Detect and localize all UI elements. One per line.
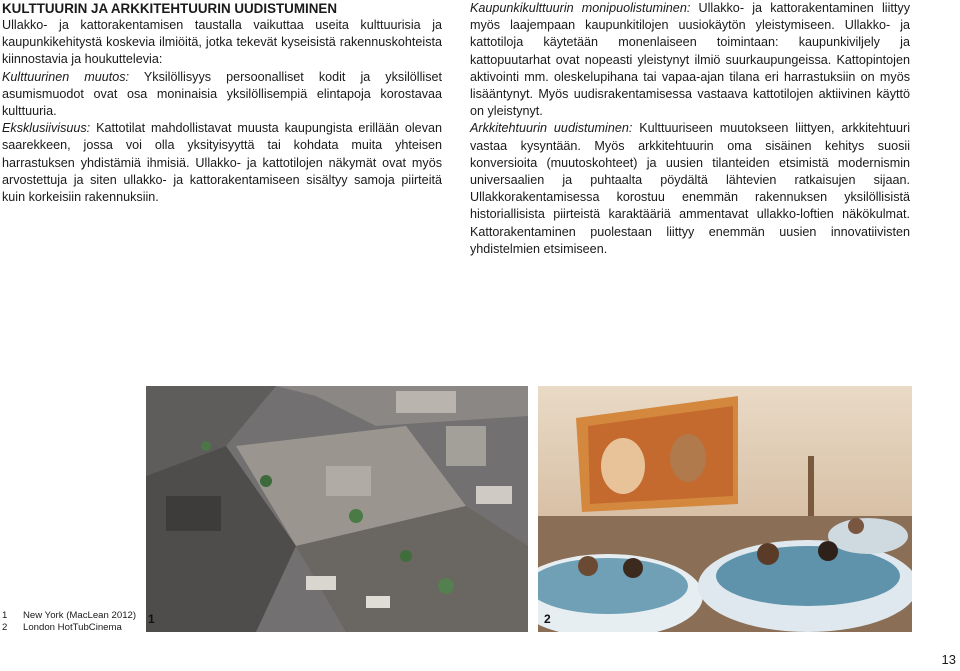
photo-captions: [2, 610, 136, 634]
photo-number: 2: [544, 612, 551, 626]
term-label: Kulttuurinen muutos:: [2, 69, 130, 84]
right-column: [470, 0, 910, 258]
caption-row: [2, 622, 136, 634]
hot-tub-cinema-photo-icon: [538, 386, 912, 632]
paragraph-kulttuurinen-muutos: [2, 69, 442, 121]
paragraph-text: Yksilöllisyys persoonalliset kodit ja yksilölliset asumismuodot ovat osa moninaisia yksilöllisempiä elintapoja korostavaa kulttuuria.: [2, 69, 442, 119]
term-label: Arkkitehtuurin uudistuminen:: [470, 121, 633, 136]
section-heading: KULTTUURIN JA ARKKITEHTUURIN UUDISTUMINEN: [2, 1, 337, 16]
intro-paragraph: Ullakko- ja kattorakentamisen taustalla vaikuttaa useita kulttuurisia ja kaupunkikehitystä koskevia ilmiöitä, jotka tekevät kyseisistä rakennuskohteista kiinnostavia ja houkuttelevia:: [2, 18, 442, 67]
caption-number: 2: [2, 622, 8, 633]
paragraph-text: Kulttuuriseen muutokseen liittyen, arkkitehtuuri vastaa kysyntään. Myös arkkitehtuurin oma sisäinen kehitys suosii konversioita (muutoskohteet) ja uusien tilanteiden etsimistä modernismin universaalien ja puhtaalta pöydältä lähtevien ratkaisujen sijaan. Ullakkorakentamisessa korostuu enemmän rakennuksen yksilöllisistä historiallisista piirteistä karaktääriä ammentavat ullakko-loftien näkökulmat. Kattorakentaminen puolestaan liittyy enemmän uusien innovatiivisten yhdistelmien etsimiseen.: [470, 121, 910, 256]
hot-tub-cinema-photo: [538, 386, 912, 632]
paragraph-eksklusiivisuus: [2, 120, 442, 206]
caption-row: [2, 610, 136, 622]
paragraph-arkkitehtuuri: [470, 120, 910, 258]
page-number: 13: [941, 652, 956, 667]
rooftop-aerial-photo-icon: [146, 386, 528, 632]
left-column: [2, 0, 442, 206]
paragraph-kaupunkikulttuuri: [470, 0, 910, 120]
paragraph-text: Ullakko- ja kattorakentaminen liittyy myös laajempaan kaupunkitilojen uusiokäytön yleistymiseen. Ullakko- ja kattotiloja käytetään monenlaiseen toimintaan: kaupunkiviljely ja kattopuutarhat ovat nopeasti yleistynyt ilmiö suurkaupungeissa. Kattopintojen aktivointi mm. oleskelupihana tai vapaa-ajan tilana eri harrastuksiin on myös lisääntynyt. Myös uudisrakentamisessa vastaava kattotilojen aktiivinen käyttö on yleistynyt.: [470, 1, 910, 119]
rooftop-aerial-photo: [146, 386, 528, 632]
term-label: Kaupunkikulttuurin monipuolistuminen:: [470, 1, 691, 15]
photo-number: 1: [148, 612, 155, 626]
caption-number: 1: [2, 610, 8, 621]
caption-text: London HotTubCinema: [23, 622, 122, 633]
caption-text: New York (MacLean 2012): [23, 610, 137, 621]
term-label: Eksklusiivisuus:: [2, 121, 91, 136]
paragraph-text: Kattotilat mahdollistavat muusta kaupungista erillään olevan saarekkeen, jossa voi olla yksityisyyttä tai kohdata muita yhteisen harrastuksen yhdistämiä ihmisiä. Ullakko- ja kattotilojen näkymät ovat myös arvostettuja ja siten ullakko- ja kattorakentamiseen sisältyy samoja piirteitä kuin korkeisiin rakennuksiin.: [2, 121, 442, 205]
